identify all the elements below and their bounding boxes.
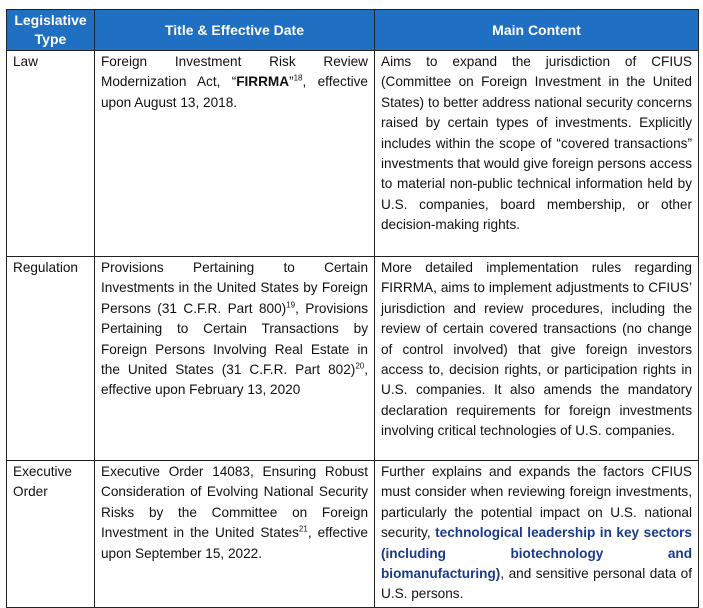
footnote-ref: 19 [286, 300, 296, 310]
title-text: Foreign Investment Risk Review Modernization Act, “ [101, 54, 368, 90]
title-cell [95, 461, 375, 608]
main-content-cell [375, 461, 699, 608]
footnote-ref: 21 [298, 524, 308, 534]
table-row [7, 51, 699, 257]
legislative-type-cell: Executive Order [7, 461, 95, 608]
title-cell [95, 51, 375, 257]
title-text: Provisions Pertaining to Certain Investments in the United States by Foreign Persons (31 C.F.R. Part 800) [101, 260, 368, 316]
title-text: , effective upon August 13, 2018. [101, 74, 368, 110]
table-row [7, 257, 699, 461]
header-legislative-type: Legislative Type [7, 10, 95, 51]
title-cell [95, 257, 375, 461]
title-text: Executive Order 14083, Ensuring Robust Consideration of Evolving National Security Risks by the Committee on Foreign Investment in the United States [101, 464, 368, 541]
footnote-ref: 18 [293, 73, 303, 83]
content-text: , and sensitive personal data of U.S. persons. [381, 566, 692, 602]
legislative-type-cell: Regulation [7, 257, 95, 461]
header-title-effective-date: Title & Effective Date [95, 10, 375, 51]
main-content-cell: More detailed implementation rules regarding FIRRMA, aims to implement adjustments to CFIUS’ jurisdiction and review procedures, including the review of certain covered transactions (no change of control involved) that give foreign investors access to, decision rights, or participation rights in U.S. companies. It also amends the mandatory declaration requirements for foreign investments involving critical technologies of U.S. companies. [375, 257, 699, 461]
legislative-type-cell: Law [7, 51, 95, 257]
title-text: , effective upon September 15, 2022. [101, 525, 368, 561]
table-row [7, 461, 699, 608]
content-text: Further explains and expands the factors CFIUS must consider when reviewing foreign investments, particularly the potential impact on U.S. national security, [381, 464, 692, 541]
title-text: , Provisions Pertaining to Certain Transactions by Foreign Persons Involving Real Estate in the United States (31 C.F.R. Part 802) [101, 300, 368, 378]
main-content-cell: Aims to expand the jurisdiction of CFIUS (Committee on Foreign Investment in the United States) to better address national security concerns raised by certain types of investments. Explicitly includes within the scope of “covered transactions” investments that would give foreign persons access to material non-public technical information held by U.S. companies, board membership, or other decision-making rights. [375, 51, 699, 257]
footnote-ref: 20 [355, 361, 365, 371]
title-text: ” [289, 74, 294, 90]
title-text: , effective upon February 13, 2020 [101, 362, 368, 398]
content-emphasis: technological leadership in key sectors (including biotechnology and biomanufacturing) [381, 525, 692, 582]
title-acronym: FIRRMA [236, 74, 290, 90]
header-main-content: Main Content [375, 10, 699, 51]
header-row [7, 10, 699, 51]
legislation-table [6, 9, 699, 608]
